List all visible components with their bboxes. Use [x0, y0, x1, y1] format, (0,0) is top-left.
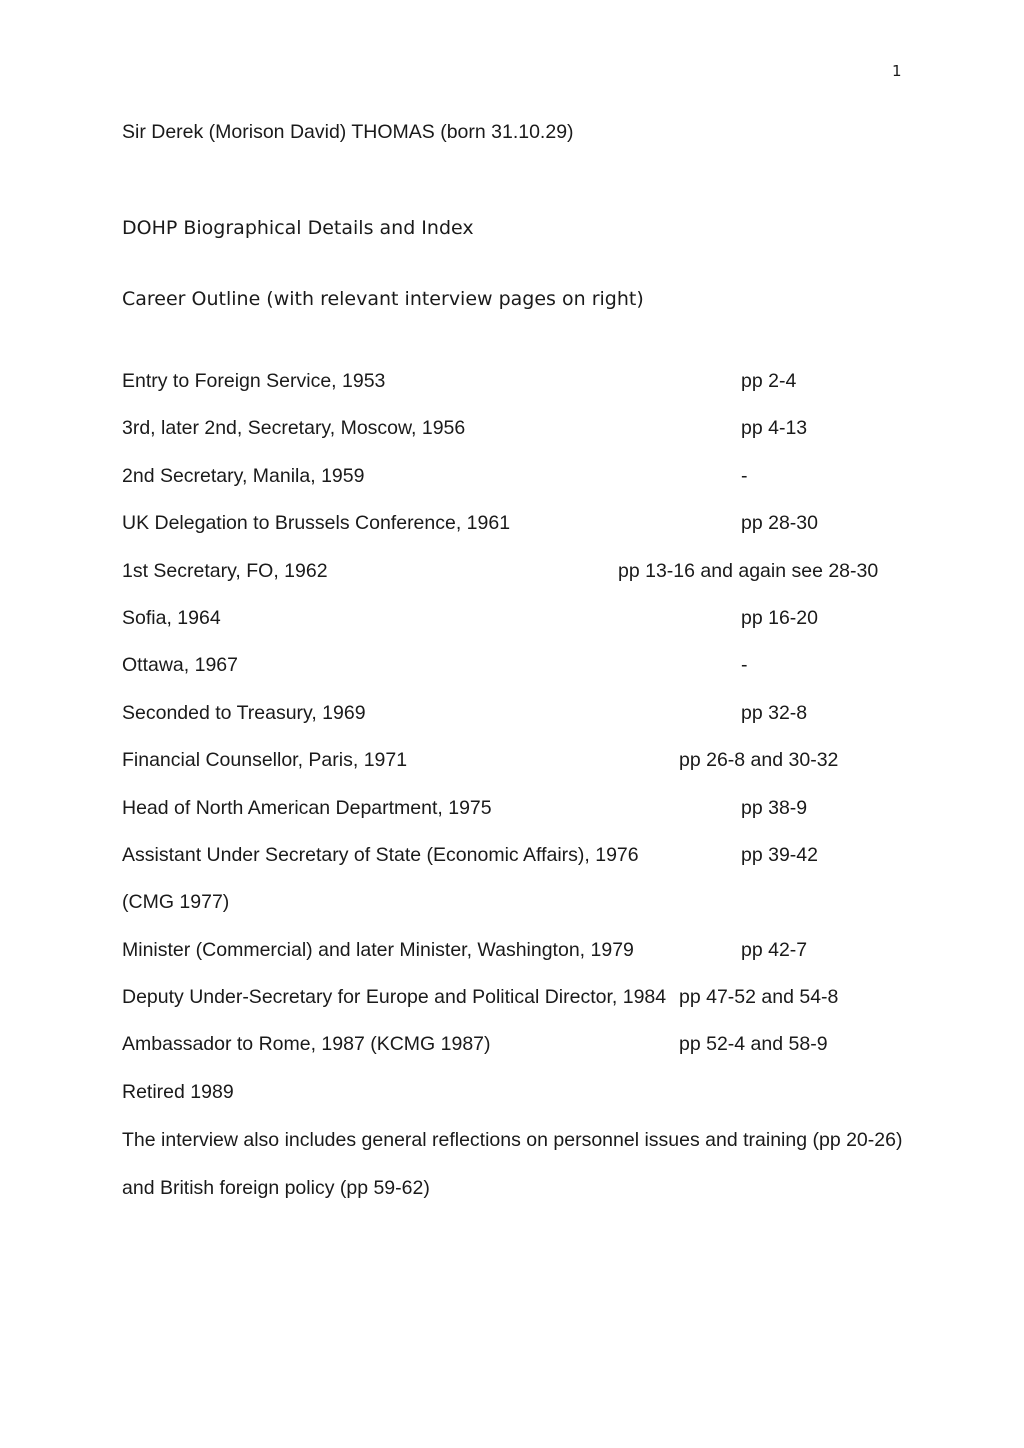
page-number: 1	[892, 62, 902, 80]
career-entry	[122, 465, 902, 512]
career-entry	[122, 370, 902, 417]
career-entry	[122, 749, 902, 796]
career-entry	[122, 939, 902, 986]
career-role: Deputy Under-Secretary for Europe and Political Director, 1984	[122, 986, 667, 1009]
career-role: Assistant Under Secretary of State (Economic Affairs), 1976	[122, 843, 639, 866]
interview-pages: pp 26-8 and 30-32	[679, 749, 839, 772]
career-entry	[122, 1033, 902, 1080]
interview-notes-line: and British foreign policy (pp 59-62)	[122, 1177, 430, 1199]
career-entry	[122, 702, 902, 749]
career-outline-heading: Career Outline (with relevant interview pages on right)	[122, 288, 644, 310]
interview-pages: pp 2-4	[741, 370, 797, 392]
interview-pages: pp 32-8	[741, 701, 808, 724]
career-role: Minister (Commercial) and later Minister, Washington, 1979	[122, 938, 634, 961]
career-entry	[122, 607, 902, 654]
career-outline-list	[122, 370, 902, 1128]
career-role: Ambassador to Rome, 1987 (KCMG 1987)	[122, 1033, 491, 1056]
career-role: Financial Counsellor, Paris, 1971	[122, 749, 408, 772]
career-role: 3rd, later 2nd, Secretary, Moscow, 1956	[122, 417, 466, 440]
career-role: Seconded to Treasury, 1969	[122, 701, 366, 724]
interview-pages: pp 39-42	[741, 843, 818, 866]
interview-pages: pp 4-13	[741, 417, 808, 440]
career-entry	[122, 512, 902, 559]
career-role: (CMG 1977)	[122, 891, 230, 914]
interview-pages: pp 42-7	[741, 938, 808, 961]
interview-pages: -	[741, 654, 748, 677]
career-entry	[122, 891, 902, 938]
career-role: Ottawa, 1967	[122, 654, 238, 677]
career-entry	[122, 1081, 902, 1128]
document-subtitle: DOHP Biographical Details and Index	[122, 217, 474, 239]
career-entry	[122, 560, 902, 607]
career-role: Entry to Foreign Service, 1953	[122, 370, 386, 392]
career-entry	[122, 654, 902, 701]
career-entry	[122, 844, 902, 891]
interview-pages: -	[741, 464, 748, 487]
interview-pages: pp 28-30	[741, 512, 818, 535]
interview-pages: pp 52-4 and 58-9	[679, 1033, 828, 1056]
career-entry	[122, 797, 902, 844]
career-entry	[122, 417, 902, 464]
career-role: 1st Secretary, FO, 1962	[122, 559, 328, 582]
interview-pages: pp 13-16 and again see 28-30	[618, 559, 879, 582]
document-title: Sir Derek (Morison David) THOMAS (born 31.10.29)	[122, 121, 574, 143]
interview-pages: pp 38-9	[741, 796, 808, 819]
interview-pages: pp 47-52 and 54-8	[679, 986, 839, 1009]
career-role: 2nd Secretary, Manila, 1959	[122, 464, 365, 487]
interview-notes-line: The interview also includes general reflections on personnel issues and training (pp 20-26)	[122, 1129, 903, 1151]
career-role: Head of North American Department, 1975	[122, 796, 492, 819]
career-entry	[122, 986, 902, 1033]
interview-pages: pp 16-20	[741, 606, 818, 629]
career-role: Sofia, 1964	[122, 606, 221, 629]
career-role: Retired 1989	[122, 1080, 234, 1103]
career-role: UK Delegation to Brussels Conference, 1961	[122, 512, 511, 535]
